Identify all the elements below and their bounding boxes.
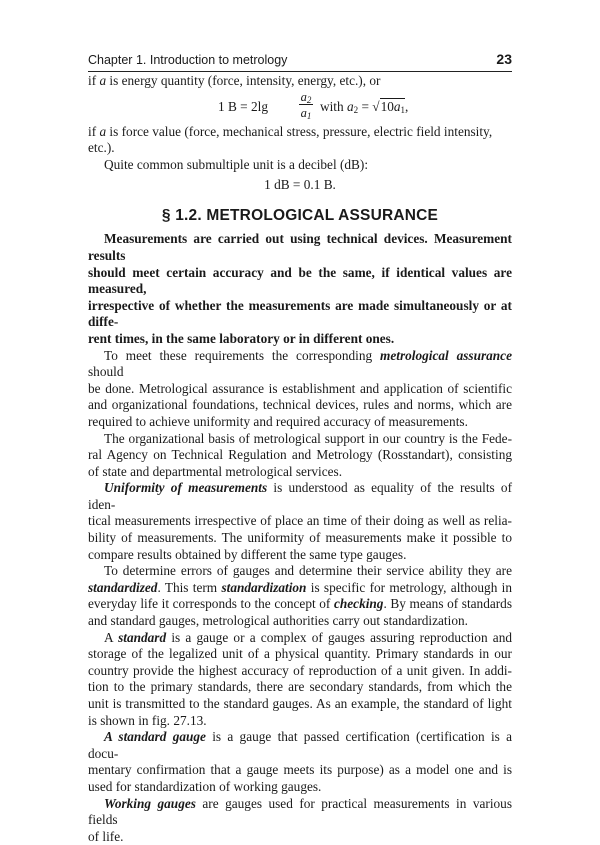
page-body: [88, 73, 512, 845]
intro-line-3: Quite common submultiple unit is a decibel (dB):: [104, 156, 369, 172]
section-heading: § 1.2. METROLOGICAL ASSURANCE: [161, 207, 439, 225]
paragraph-measurements: Measurements are carried out using technical devices. Measurement results should meet certain accuracy and be the same, if identical values are measured, irrespective of whether the measurements are made simultaneously or at diffe- rent times, in the same laboratory or in different ones.: [88, 231, 512, 346]
running-header: [88, 52, 512, 70]
paragraph-standard-gauge: A standard gauge is a gauge that passed certification (certification is a docu- mentary confirmation that a gauge meets its purpose) as a model one and is used for standardization of working gauges.: [88, 729, 512, 794]
term-standard: standard: [118, 629, 167, 645]
paragraph-metrological-assurance: To meet these requirements the corresponding metrological assurance should be done. Metrological assurance is establishment and application of scientific and organizational foundations, technical devices, rules and norms, which are required to achieve uniformity and required accuracy of measurements.: [88, 347, 512, 429]
term-standardization: standardization: [221, 579, 307, 595]
paragraph-standard: A standard is a gauge or a complex of gauges assuring reproduction and storage of the legalized unit of a physical quantity. Primary standards in our country provide the highest accuracy of reproduction of a unit given. In addi- tion to the primary standards, there are secondary standards, from which the unit is transmitted to the standard gauges. As an example, the standard of light is shown in fig. 27.13.: [88, 629, 512, 728]
term-standard-gauge: A standard gauge: [104, 729, 206, 745]
term-uniformity: Uniformity of measurements: [104, 480, 268, 496]
formula-condition: with $a_2 = √10a_1$,: [320, 98, 409, 115]
paragraph-standardization: To determine errors of gauges and determine their service ability they are standardized. This term standardization is specific for metrology, although in everyday life it corresponds to the concept of checking. By means of standards and standard gauges, metrological authorities carry out standardization.: [88, 563, 513, 629]
term-working-gauges: Working gauges: [104, 795, 196, 811]
header-rule: [88, 71, 512, 72]
paragraph-working-gauges: Working gauges are gauges used for practical measurements in various fields of life.: [88, 795, 512, 844]
term-metrological-assurance: metrological assurance: [380, 347, 512, 363]
term-checking: checking: [333, 596, 384, 612]
page-number: 23: [496, 51, 512, 67]
formula-lhs: 1 B = 2lg: [218, 98, 268, 114]
formula-fraction: $a_2$ $a_1$: [300, 89, 312, 121]
term-standardized: standardized: [88, 579, 158, 595]
chapter-title: Chapter 1. Introduction to metrology: [88, 53, 288, 67]
formula-decibel: 1 dB = 0.1 B.: [264, 177, 336, 193]
intro-line-1: if a is energy quantity (force, intensity, energy, etc.), or: [88, 73, 381, 88]
formula-bel-definition: [88, 90, 512, 124]
paragraph-organizational-basis: The organizational basis of metrological support in our country is the Fede- ral Agency on Technical Regulation and Metrology (Rosstandart), consisting of state and departmental metrological services.: [88, 430, 512, 479]
intro-line-2: if a is force value (force, mechanical stress, pressure, electric field intensity, etc.).: [88, 123, 493, 156]
paragraph-uniformity: Uniformity of measurements is understood as equality of the results of iden- tical measurements irrespective of place an time of their doing as well as relia- bility of measurements. The uniformity of measurements make it possible to compare results obtained by different the same type gauges.: [88, 480, 512, 562]
